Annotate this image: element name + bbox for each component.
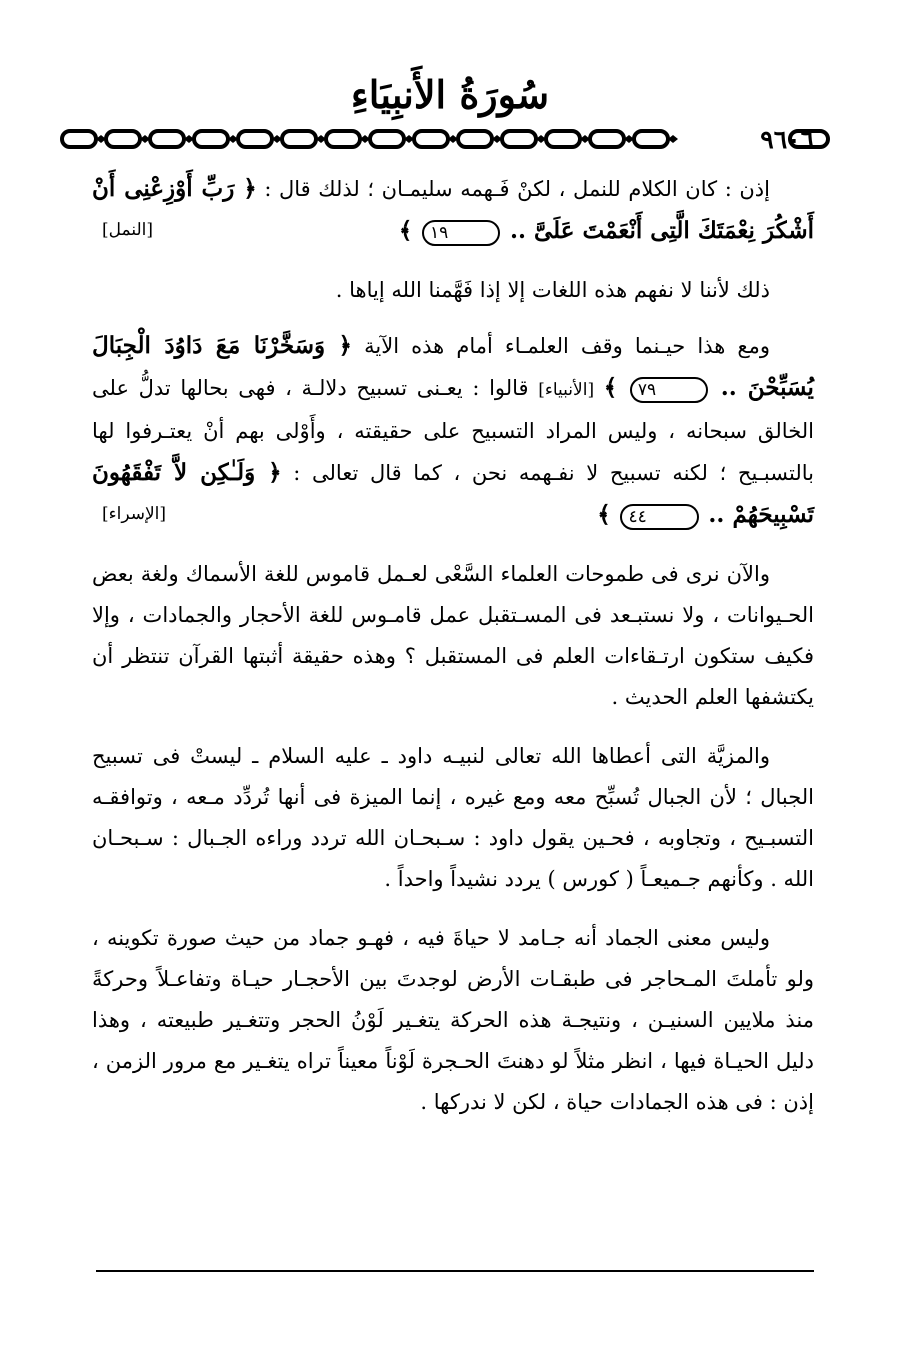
paragraph-4 xyxy=(92,554,814,718)
ornamental-chain-border xyxy=(60,128,720,150)
quran-verse: ﴿ وَلَـٰكِن لاَّ تَفْقَهُونَ تَسْبِيحَهُمْ .. xyxy=(92,459,814,528)
quran-verse: ﴿ وَسَخَّرْنَا مَعَ دَاوُدَ الْجِبَالَ يُسَبِّحْنَ .. xyxy=(92,332,814,401)
paragraph-text: وليس معنى الجماد أنه جـامد لا حياةَ فيه ، فهـو جماد من حيث صورة تكوينه ، ولو تأملتَ المـحاجر فى طبقـات الأرض لوجدتَ بين الأحجـار حيـاة وتفاعـلاً وحركةً منذ ملايين السنيـن ، ونتيجـة هذه الحركة يتغـير لَوْنُ الحجر وتتغـير طبيعته ، وهذا دليل الحيـاة فيها ، انظر مثلاً لو دهنتَ الحـجرة لَوْناً معيناً تراه يتغـير مع مرور الزمن ، إذن : فى هذه الجمادات حياة ، لكن لا ندركها . xyxy=(92,926,814,1114)
footer-rule xyxy=(96,1270,814,1272)
paragraph-2 xyxy=(92,270,814,311)
paragraph-text-continued: قالوا : يعـنى تسبيح دلالـة ، فهى بحالها تدلُّ على الخالق سبحانه ، وليس المراد التسبيح على حقيقته ، وأَوْلى بهم أنْ يعتـرفوا لها بالتسبـيح ؛ لكنه تسبيح لا نفـهمه نحن ، كما قال تعالى : xyxy=(92,376,814,485)
surah-reference: [النمل] xyxy=(102,220,153,240)
paragraph-1 xyxy=(92,168,814,252)
surah-reference: [الإسراء] xyxy=(102,504,167,524)
verse-close-bracket: ﴾ xyxy=(603,374,618,401)
paragraph-text: ذلك لأننا لا نفهم هذه اللغات إلا إذا فَهَّمنا الله إياها . xyxy=(335,278,770,302)
ayah-number: ٧٩ xyxy=(630,377,708,403)
surah-reference: [الأنبياء] xyxy=(538,380,595,400)
paragraph-5 xyxy=(92,736,814,900)
ayah-number: ١٩ xyxy=(422,220,500,246)
paragraph-text: إذن : كان الكلام للنمل ، لكنْ فَـهمه سليمـان ؛ لذلك قال : xyxy=(264,177,770,201)
verse-close-bracket: ﴾ xyxy=(597,501,611,528)
ayah-number: ٤٤ xyxy=(620,504,698,530)
paragraph-3 xyxy=(92,325,814,536)
paragraph-text: والمزيَّة التى أعطاها الله تعالى لنبيـه داود ـ عليه السلام ـ ليستْ فى تسبيح الجبال ؛ لأن الجبال تُسبِّح معه ومع غيره ، إنما الميزة فى أنها تُردِّد مـعه ، وتوافقـه التسبـيح ، وتجاوبه ، فحـين يقول داود : سـبحـان الله تردد وراءه الجـبال : سـبحـان الله . وكأنهم جـميعـاً ( كورس ) يردد نشيداً واحداً . xyxy=(92,744,814,891)
page-number: ٩٦٠٦ xyxy=(760,125,814,154)
body-text xyxy=(92,168,814,1141)
quran-verse: ﴿ رَبِّ أَوْزِعْنِى أَنْ أَشْكُرَ نِعْمَتَكَ الَّتِى أَنْعَمْتَ عَلَىَّ .. xyxy=(92,175,814,244)
paragraph-text: والآن نرى فى طموحات العلماء السَّعْى لعـمل قاموس للغة الأسماك ولغة بعض الحـيوانات ، ولا نستبـعد فى المسـتقبل عمل قامـوس للغة الأحجار والجمادات ، وإلا فكيف ستكون ارتـقاءات العلم فى المستقبل ؟ وهذه حقيقة أثبتها القرآن تنتظر أن يكتشفها العلم الحديث . xyxy=(92,562,814,709)
verse-close-bracket: ﴾ xyxy=(398,217,413,244)
surah-title: سُورَةُ الأَنبِيَاءِ xyxy=(350,72,550,117)
paragraph-text: ومع هذا حيـنما وقف العلمـاء أمام هذه الآية xyxy=(364,334,770,358)
paragraph-6 xyxy=(92,918,814,1123)
